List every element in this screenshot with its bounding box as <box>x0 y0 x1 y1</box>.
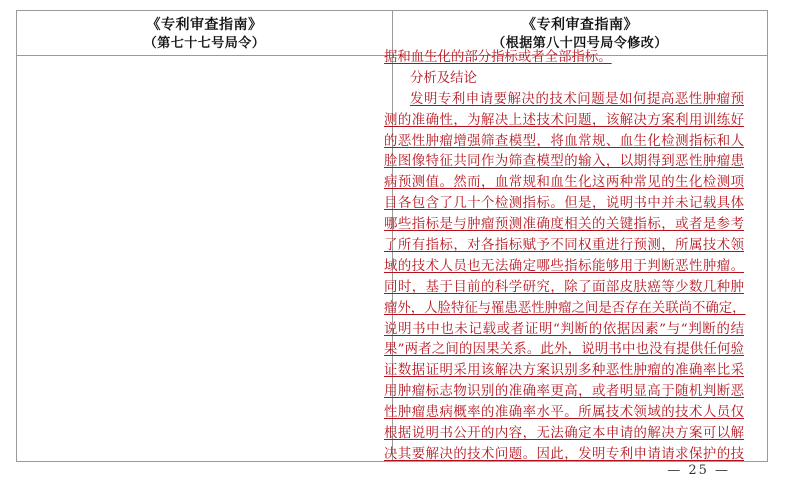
right-header-subtitle: （根据第八十四号局令修改） <box>492 35 668 51</box>
body-line: 说明书中也未记载或者证明“判断的依据因素”与“判断的结 <box>384 321 744 337</box>
body-line: 测的准确性，为解决上述技术问题，该解决方案利用训练好 <box>384 112 744 128</box>
body-line: 了所有指标，对各指标赋予不同权重进行预测，所属技术领 <box>384 238 744 254</box>
body-line: 发明专利申请要解决的技术问题是如何提高恶性肿瘤预 <box>410 91 744 107</box>
body-line: 性肿瘤患病概率的准确率水平。所属技术领域的技术人员仅 <box>384 405 744 421</box>
body-line: 决其要解决的技术问题。因此，发明专利申请请求保护的技 <box>384 446 744 462</box>
left-column-header <box>17 13 392 55</box>
left-header-subtitle: （第七十七号局令） <box>143 35 266 51</box>
body-line: 瘤外，人脸特征与罹患恶性肿瘤之间是否存在关联尚不确定， <box>384 300 746 316</box>
body-line: 同时，基于目前的科学研究，除了面部皮肤癌等少数几种肿 <box>384 279 744 295</box>
body-line: 病预测值。然而，血常规和血生化这两种常见的生化检测项 <box>384 175 744 191</box>
body-line: 用肿瘤标志物识别的准确率更高，或者明显高于随机判断恶 <box>384 384 744 400</box>
right-header-title: 《专利审查指南》 <box>522 16 638 33</box>
body-line: 的恶性肿瘤增强筛查模型，将血常规、血生化检测指标和人 <box>384 133 744 149</box>
body-line: 哪些指标是与肿瘤预测准确度相关的关键指标，或者是参考 <box>384 217 744 233</box>
section-heading: 分析及结论 <box>410 70 477 86</box>
page-number: — 25 — <box>667 463 730 478</box>
body-line: 果”两者之间的因果关系。此外，说明书中也没有提供任何验 <box>384 342 744 358</box>
body-line: 据和血生化的部分指标或者全部指标。 <box>384 50 612 65</box>
body-line: 目各包含了几十个检测指标。但是，说明书中并未记载具体 <box>384 196 744 212</box>
body-line: 域的技术人员也无法确定哪些指标能够用于判断恶性肿瘤。 <box>384 258 744 274</box>
body-line: 根据说明书公开的内容，无法确定本申请的解决方案可以解 <box>384 426 744 442</box>
body-line: 脸图像特征共同作为筛查模型的输入，以期得到恶性肿瘤患 <box>384 154 744 170</box>
right-column-body <box>384 48 746 462</box>
left-header-title: 《专利审查指南》 <box>146 16 263 33</box>
body-line: 证数据证明采用该解决方案识别多种恶性肿瘤的准确率比采 <box>384 363 744 379</box>
